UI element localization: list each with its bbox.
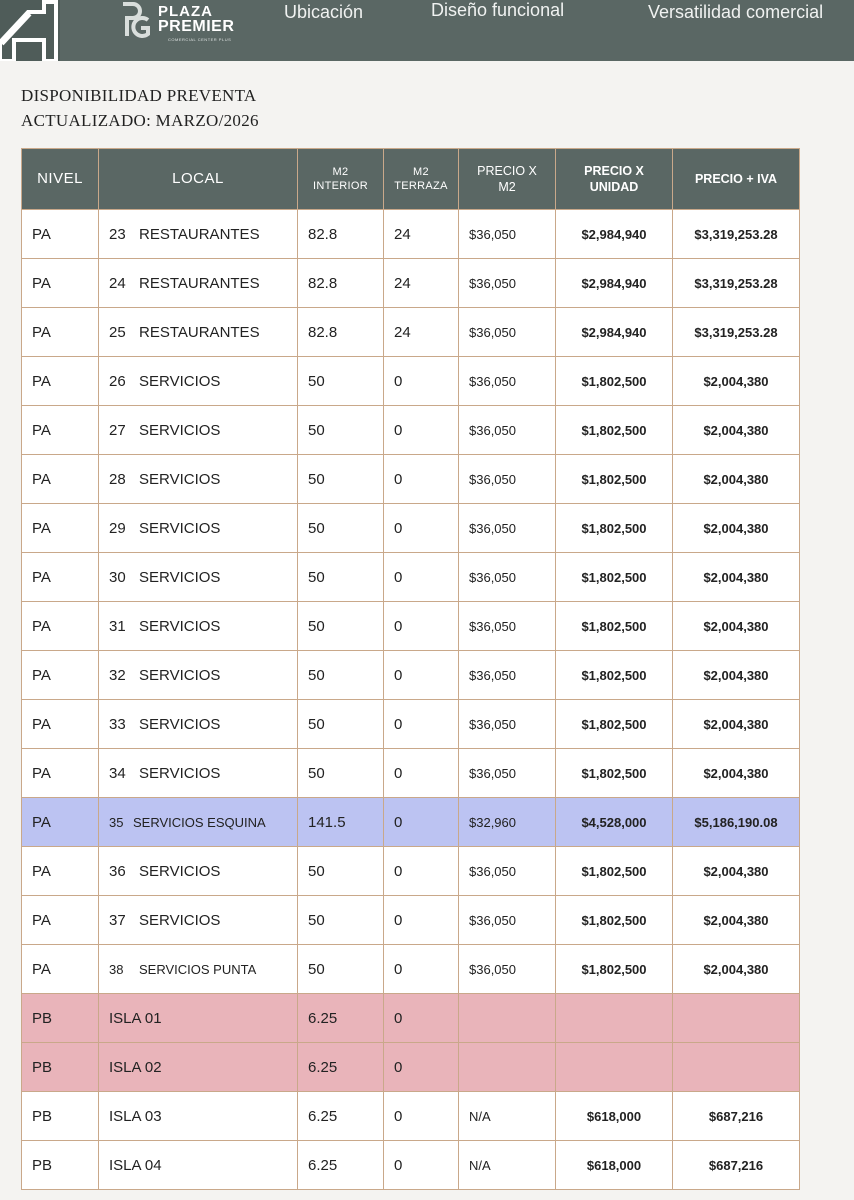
cell-nivel: PA — [22, 651, 99, 700]
local-type: SERVICIOS — [139, 372, 221, 390]
local-type: SERVICIOS ESQUINA — [133, 814, 266, 830]
local-number: 29 — [109, 519, 126, 537]
cell-nivel: PA — [22, 210, 99, 259]
table-row — [22, 406, 800, 455]
cell-precio-unidad: $2,984,940 — [556, 308, 673, 357]
cell-m2-interior: 82.8 — [298, 308, 384, 357]
table-row — [22, 945, 800, 994]
local-type: ISLA 04 — [109, 1156, 162, 1174]
cell-m2-interior: 50 — [298, 602, 384, 651]
cell-local — [99, 994, 298, 1043]
cell-nivel: PB — [22, 1141, 99, 1190]
table-row — [22, 651, 800, 700]
home-logo-icon[interactable] — [0, 0, 60, 61]
table-row — [22, 1043, 800, 1092]
local-type: SERVICIOS PUNTA — [139, 961, 257, 977]
local-number: 33 — [109, 715, 126, 733]
cell-m2-terraza: 0 — [384, 651, 459, 700]
top-navigation-bar — [0, 0, 854, 61]
cell-m2-interior: 50 — [298, 651, 384, 700]
cell-m2-terraza: 0 — [384, 1092, 459, 1141]
cell-precio-m2: $36,050 — [459, 602, 556, 651]
cell-m2-terraza: 0 — [384, 847, 459, 896]
cell-m2-interior: 82.8 — [298, 259, 384, 308]
cell-precio-iva — [673, 1043, 800, 1092]
cell-precio-m2 — [459, 994, 556, 1043]
cell-m2-terraza: 0 — [384, 553, 459, 602]
local-type: SERVICIOS — [139, 715, 221, 733]
cell-precio-m2 — [459, 1043, 556, 1092]
cell-precio-m2: N/A — [459, 1141, 556, 1190]
cell-m2-interior: 50 — [298, 749, 384, 798]
updated-date: ACTUALIZADO: MARZO/2026 — [21, 111, 259, 130]
local-type: ISLA 01 — [109, 1009, 162, 1027]
cell-nivel: PA — [22, 504, 99, 553]
brand-name-line1: PLAZA — [158, 3, 213, 20]
cell-precio-m2: $36,050 — [459, 357, 556, 406]
cell-local — [99, 1043, 298, 1092]
table-row — [22, 553, 800, 602]
cell-local — [99, 798, 298, 847]
cell-precio-iva: $2,004,380 — [673, 357, 800, 406]
cell-precio-unidad: $1,802,500 — [556, 455, 673, 504]
cell-m2-terraza: 0 — [384, 1043, 459, 1092]
local-type: SERVICIOS — [139, 764, 221, 782]
cell-precio-unidad — [556, 994, 673, 1043]
cell-precio-unidad: $2,984,940 — [556, 259, 673, 308]
cell-precio-m2: $36,050 — [459, 749, 556, 798]
cell-m2-terraza: 0 — [384, 455, 459, 504]
local-number: 35 — [109, 814, 124, 830]
cell-m2-terraza: 0 — [384, 798, 459, 847]
cell-nivel: PA — [22, 259, 99, 308]
cell-nivel: PA — [22, 455, 99, 504]
cell-m2-interior: 6.25 — [298, 994, 384, 1043]
local-type: SERVICIOS — [139, 862, 221, 880]
cell-local — [99, 308, 298, 357]
local-number: 26 — [109, 372, 126, 390]
table-row — [22, 357, 800, 406]
cell-precio-m2: N/A — [459, 1092, 556, 1141]
nav-link-diseno-funcional[interactable]: Diseño funcional — [431, 0, 565, 20]
cell-m2-terraza: 24 — [384, 210, 459, 259]
col-header-nivel: NIVEL — [22, 149, 99, 210]
cell-precio-m2: $36,050 — [459, 210, 556, 259]
cell-nivel: PA — [22, 798, 99, 847]
cell-precio-unidad: $1,802,500 — [556, 847, 673, 896]
cell-precio-m2: $36,050 — [459, 553, 556, 602]
cell-precio-iva: $2,004,380 — [673, 896, 800, 945]
cell-precio-m2: $36,050 — [459, 847, 556, 896]
cell-m2-terraza: 0 — [384, 896, 459, 945]
cell-precio-unidad — [556, 1043, 673, 1092]
cell-local — [99, 749, 298, 798]
cell-nivel: PA — [22, 749, 99, 798]
cell-m2-terraza: 0 — [384, 1141, 459, 1190]
cell-precio-iva: $2,004,380 — [673, 406, 800, 455]
cell-m2-terraza: 0 — [384, 357, 459, 406]
cell-m2-interior: 50 — [298, 553, 384, 602]
cell-m2-interior: 50 — [298, 357, 384, 406]
cell-precio-m2: $36,050 — [459, 651, 556, 700]
cell-local — [99, 847, 298, 896]
nav-link-ubicacion[interactable]: Ubicación — [284, 2, 364, 22]
local-number: 38 — [109, 961, 124, 977]
cell-nivel: PB — [22, 994, 99, 1043]
cell-local — [99, 455, 298, 504]
cell-local — [99, 259, 298, 308]
cell-m2-interior: 6.25 — [298, 1043, 384, 1092]
cell-precio-iva: $2,004,380 — [673, 945, 800, 994]
cell-nivel: PA — [22, 406, 99, 455]
cell-local — [99, 945, 298, 994]
cell-m2-terraza: 0 — [384, 406, 459, 455]
local-number: 25 — [109, 323, 126, 341]
cell-precio-iva: $2,004,380 — [673, 504, 800, 553]
table-row — [22, 749, 800, 798]
col-header-precio-iva: PRECIO + IVA — [673, 149, 800, 210]
cell-precio-m2: $36,050 — [459, 504, 556, 553]
table-row — [22, 259, 800, 308]
table-row — [22, 210, 800, 259]
cell-precio-unidad: $1,802,500 — [556, 504, 673, 553]
local-number: 37 — [109, 911, 126, 929]
cell-precio-unidad: $1,802,500 — [556, 553, 673, 602]
local-type: RESTAURANTES — [139, 274, 260, 292]
table-row — [22, 896, 800, 945]
cell-precio-unidad: $618,000 — [556, 1141, 673, 1190]
cell-local — [99, 602, 298, 651]
cell-nivel: PA — [22, 896, 99, 945]
table-row — [22, 1092, 800, 1141]
cell-precio-iva: $2,004,380 — [673, 749, 800, 798]
cell-nivel: PA — [22, 602, 99, 651]
cell-m2-interior: 50 — [298, 847, 384, 896]
local-type: SERVICIOS — [139, 421, 221, 439]
cell-m2-terraza: 24 — [384, 308, 459, 357]
cell-m2-terraza: 0 — [384, 700, 459, 749]
cell-m2-interior: 50 — [298, 455, 384, 504]
cell-nivel: PA — [22, 308, 99, 357]
cell-precio-iva — [673, 994, 800, 1043]
cell-m2-interior: 50 — [298, 896, 384, 945]
table-row — [22, 1141, 800, 1190]
table-row — [22, 504, 800, 553]
table-row — [22, 798, 800, 847]
local-number: 32 — [109, 666, 126, 684]
cell-precio-unidad: $4,528,000 — [556, 798, 673, 847]
cell-precio-iva: $687,216 — [673, 1141, 800, 1190]
cell-precio-iva: $3,319,253.28 — [673, 259, 800, 308]
table-row — [22, 700, 800, 749]
cell-precio-unidad: $1,802,500 — [556, 602, 673, 651]
cell-local — [99, 896, 298, 945]
cell-local — [99, 700, 298, 749]
cell-precio-unidad: $618,000 — [556, 1092, 673, 1141]
cell-local — [99, 651, 298, 700]
cell-m2-interior: 82.8 — [298, 210, 384, 259]
cell-m2-interior: 50 — [298, 504, 384, 553]
table-row — [22, 308, 800, 357]
cell-precio-iva: $2,004,380 — [673, 651, 800, 700]
table-header-row — [22, 149, 800, 210]
cell-precio-m2: $36,050 — [459, 455, 556, 504]
cell-precio-m2: $36,050 — [459, 896, 556, 945]
cell-precio-m2: $36,050 — [459, 308, 556, 357]
local-number: 36 — [109, 862, 126, 880]
table-row — [22, 602, 800, 651]
local-number: 30 — [109, 568, 126, 586]
local-number: 23 — [109, 225, 126, 243]
local-type: SERVICIOS — [139, 519, 221, 537]
local-number: 24 — [109, 274, 126, 292]
local-type: ISLA 03 — [109, 1107, 162, 1125]
cell-precio-iva: $3,319,253.28 — [673, 210, 800, 259]
table-row — [22, 994, 800, 1043]
cell-local — [99, 210, 298, 259]
cell-precio-iva: $2,004,380 — [673, 553, 800, 602]
local-type: SERVICIOS — [139, 617, 221, 635]
cell-local — [99, 553, 298, 602]
cell-m2-interior: 50 — [298, 700, 384, 749]
local-type: RESTAURANTES — [139, 323, 260, 341]
cell-precio-m2: $36,050 — [459, 406, 556, 455]
cell-nivel: PA — [22, 700, 99, 749]
col-header-precio-unidad: PRECIO X UNIDAD — [556, 149, 673, 210]
cell-precio-m2: $36,050 — [459, 259, 556, 308]
cell-local — [99, 357, 298, 406]
col-header-precio-m2: PRECIO X M2 — [459, 149, 556, 210]
brand-tagline: COMERCIAL CENTER PLUS — [168, 37, 232, 42]
col-header-m2-interior: M2 INTERIOR — [298, 149, 384, 210]
cell-precio-iva: $5,186,190.08 — [673, 798, 800, 847]
cell-precio-m2: $36,050 — [459, 700, 556, 749]
cell-precio-iva: $2,004,380 — [673, 847, 800, 896]
cell-precio-unidad: $1,802,500 — [556, 406, 673, 455]
plaza-premier-mark-icon — [120, 0, 152, 42]
cell-local — [99, 1141, 298, 1190]
col-header-m2-terraza: M2 TERRAZA — [384, 149, 459, 210]
cell-precio-unidad: $1,802,500 — [556, 749, 673, 798]
cell-m2-interior: 50 — [298, 945, 384, 994]
cell-nivel: PA — [22, 357, 99, 406]
cell-m2-interior: 50 — [298, 406, 384, 455]
cell-m2-terraza: 0 — [384, 994, 459, 1043]
availability-table — [21, 148, 800, 1190]
cell-m2-terraza: 0 — [384, 749, 459, 798]
cell-precio-iva: $2,004,380 — [673, 602, 800, 651]
cell-precio-unidad: $2,984,940 — [556, 210, 673, 259]
local-type: RESTAURANTES — [139, 225, 260, 243]
cell-m2-interior: 6.25 — [298, 1141, 384, 1190]
cell-precio-m2: $32,960 — [459, 798, 556, 847]
local-type: SERVICIOS — [139, 666, 221, 684]
local-type: SERVICIOS — [139, 568, 221, 586]
nav-link-versatilidad-comercial[interactable]: Versatilidad comercial — [648, 2, 824, 22]
cell-m2-terraza: 0 — [384, 504, 459, 553]
local-number: 28 — [109, 470, 126, 488]
availability-title: DISPONIBILIDAD PREVENTA — [21, 86, 257, 105]
cell-nivel: PB — [22, 1092, 99, 1141]
cell-precio-unidad: $1,802,500 — [556, 945, 673, 994]
cell-m2-interior: 6.25 — [298, 1092, 384, 1141]
cell-m2-interior: 141.5 — [298, 798, 384, 847]
col-header-local: LOCAL — [99, 149, 298, 210]
cell-precio-unidad: $1,802,500 — [556, 357, 673, 406]
local-number: 31 — [109, 617, 126, 635]
cell-local — [99, 406, 298, 455]
cell-precio-iva: $2,004,380 — [673, 700, 800, 749]
cell-m2-terraza: 0 — [384, 945, 459, 994]
local-number: 27 — [109, 421, 126, 439]
table-row — [22, 847, 800, 896]
cell-precio-unidad: $1,802,500 — [556, 700, 673, 749]
cell-precio-iva: $3,319,253.28 — [673, 308, 800, 357]
local-number: 34 — [109, 764, 126, 782]
cell-nivel: PA — [22, 847, 99, 896]
cell-precio-iva: $687,216 — [673, 1092, 800, 1141]
local-type: SERVICIOS — [139, 911, 221, 929]
cell-m2-terraza: 0 — [384, 602, 459, 651]
cell-local — [99, 504, 298, 553]
cell-nivel: PA — [22, 553, 99, 602]
table-row — [22, 455, 800, 504]
local-type: ISLA 02 — [109, 1058, 162, 1076]
cell-m2-terraza: 24 — [384, 259, 459, 308]
cell-precio-m2: $36,050 — [459, 945, 556, 994]
cell-precio-unidad: $1,802,500 — [556, 896, 673, 945]
brand-name-line2: PREMIER — [158, 18, 235, 35]
cell-precio-unidad: $1,802,500 — [556, 651, 673, 700]
cell-nivel: PB — [22, 1043, 99, 1092]
cell-local — [99, 1092, 298, 1141]
local-type: SERVICIOS — [139, 470, 221, 488]
cell-nivel: PA — [22, 945, 99, 994]
cell-precio-iva: $2,004,380 — [673, 455, 800, 504]
